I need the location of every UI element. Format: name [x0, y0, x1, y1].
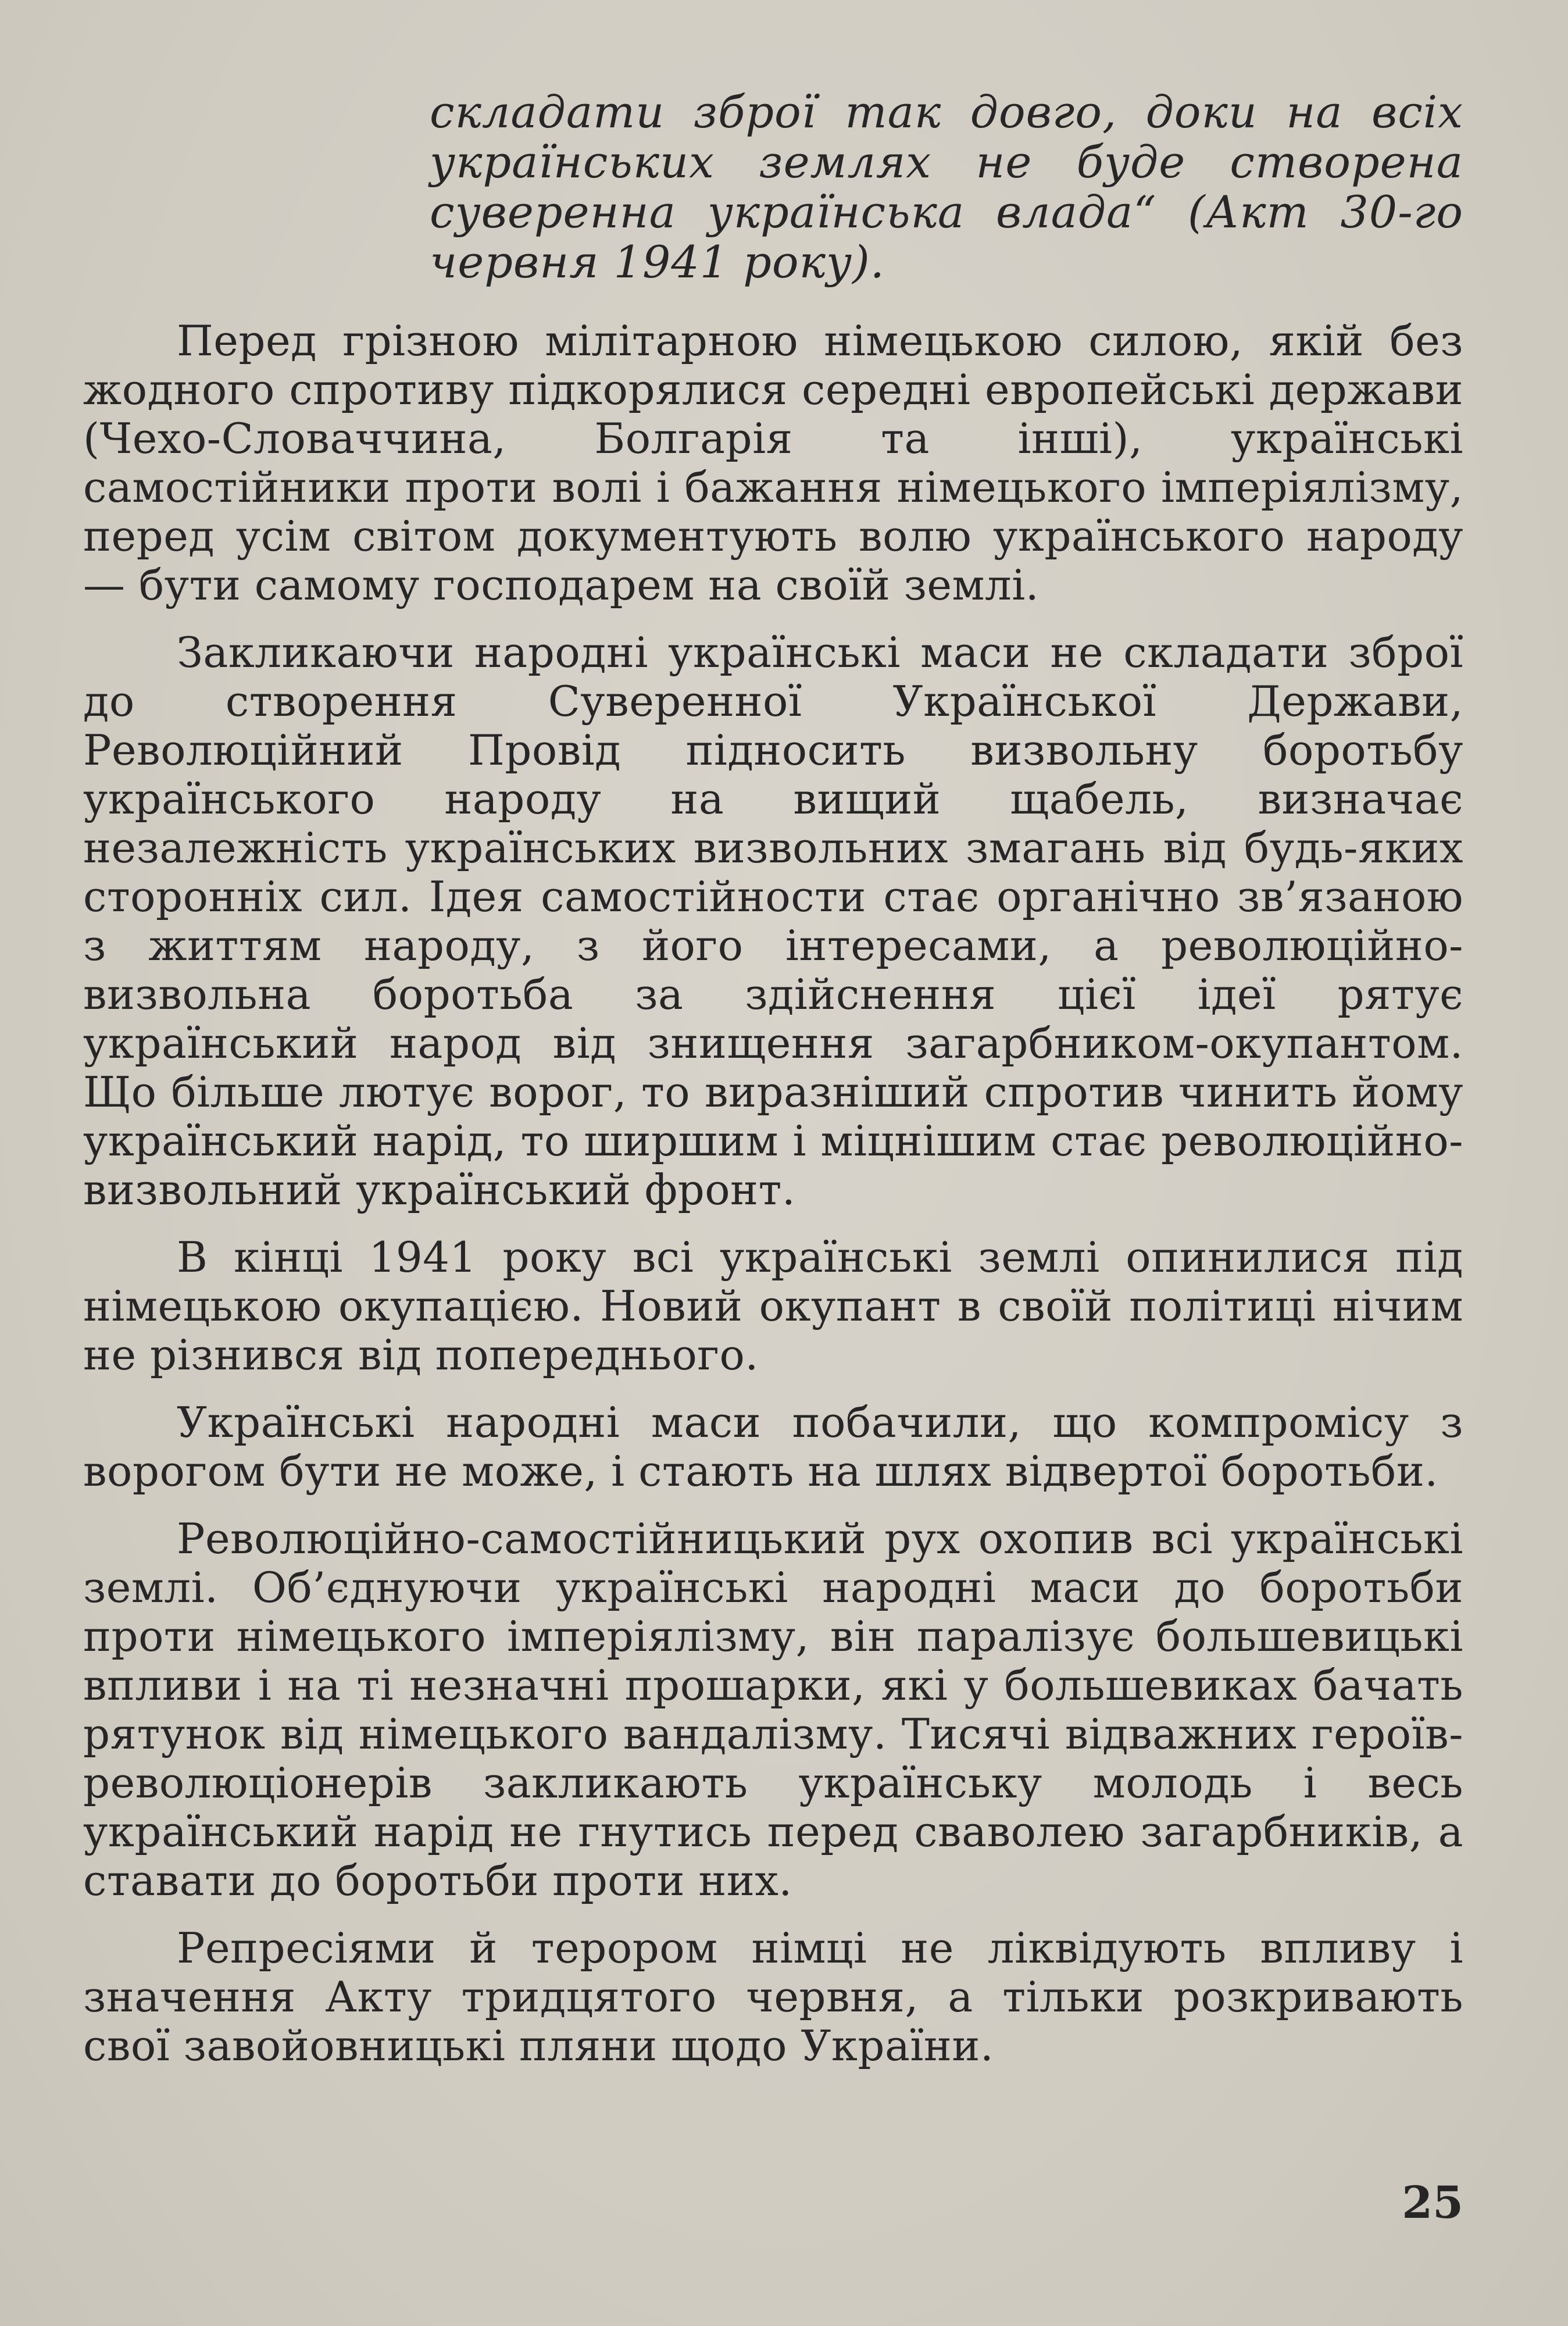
epigraph-quote: складати зброї так довго, доки на всіх українських землях не буде створена суверенна українська влада“ (Акт 30-го червня 1941 року).: [430, 86, 1463, 288]
paragraph: Закликаючи народні українські маси не складати зброї до створення Суверенної Української Держави, Революційний Провід підносить визвольну боротьбу українського народу на вищий щабель, визначає незалежність українських визвольних змагань від будь-яких сторонніх сил. Ідея самостійности стає органічно зв’язаною з життям народу, з його інтересами, а революційно-визвольна боротьба за здійснення цієї ідеї рятує український народ від знищення загарбником-окупантом. Що більше лютує ворог, то виразніший спротив чинить йому український нарід, то ширшим і міцнішим стає революційно-визвольний український фронт.: [83, 628, 1463, 1214]
paragraph: Перед грізною мілітарною німецькою силою, якій без жодного спротиву підкорялися середні европейські держави (Чехо-Словаччина, Болгарія та інші), українські самостійники проти волі і бажання німецького імперіялізму, перед усім світом документують волю українського народу — бути самому господарем на своїй землі.: [83, 316, 1463, 609]
paragraph: Революційно-самостійницький рух охопив всі українські землі. Об’єднуючи українські народні маси до боротьби проти німецького імперіялізму, він паралізує большевицькі впливи і на ті незначні прошарки, які у большевиках бачать рятунок від німецького вандалізму. Тисячі відважних героїв-революціонерів закликають українську молодь і весь український нарід не гнутись перед сваволею загарбників, а ставати до боротьби проти них.: [83, 1514, 1463, 1905]
paragraph: Українські народні маси побачили, що компромісу з ворогом бути не може, і стають на шлях відвертої боротьби.: [83, 1398, 1463, 1496]
paragraph: Репресіями й терором німці не ліквідують впливу і значення Акту тридцятого червня, а тільки розкривають свої завойовницькі пляни щодо України.: [83, 1924, 1463, 2070]
page-number: 25: [1402, 2177, 1463, 2228]
paragraph: В кінці 1941 року всі українські землі опинилися під німецькою окупацією. Новий окупант в своїй політиці нічим не різнився від попереднього.: [83, 1233, 1463, 1379]
